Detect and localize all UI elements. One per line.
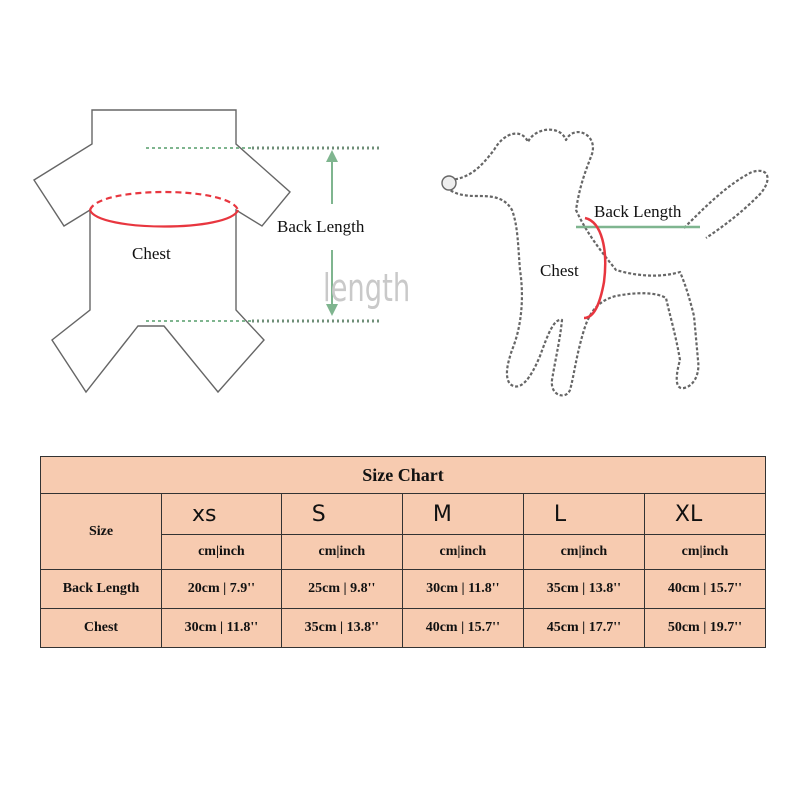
size-chart-table [40,456,766,648]
chest-value: 35cm | 13.8'' [281,609,402,648]
chest-row [41,609,766,648]
size-m: M [402,494,523,535]
back-length-value: 20cm | 7.9'' [162,570,282,609]
size-chart-title-row [41,457,766,494]
back-length-row [41,570,766,609]
chest-value: 30cm | 11.8'' [162,609,282,648]
chest-row-label: Chest [41,609,162,648]
unit-cell: cm|inch [162,535,282,570]
size-name-row [41,494,766,535]
unit-cell: cm|inch [523,535,644,570]
chest-value: 45cm | 17.7'' [523,609,644,648]
unit-cell: cm|inch [644,535,765,570]
garment-chest-label: Chest [132,244,171,263]
back-length-value: 35cm | 13.8'' [523,570,644,609]
dog-back-length-label: Back Length [594,202,682,221]
size-xl: XL [644,494,765,535]
back-length-value: 25cm | 9.8'' [281,570,402,609]
back-length-value: 40cm | 15.7'' [644,570,765,609]
size-xs: xs [162,494,282,535]
unit-cell: cm|inch [402,535,523,570]
chest-value: 40cm | 15.7'' [402,609,523,648]
length-watermark: length [323,266,411,310]
chest-value: 50cm | 19.7'' [644,609,765,648]
dog-chest-label: Chest [540,261,579,280]
back-length-row-label: Back Length [41,570,162,609]
unit-cell: cm|inch [281,535,402,570]
size-chart-title: Size Chart [41,457,766,494]
back-length-value: 30cm | 11.8'' [402,570,523,609]
dog-chest-loop [584,218,605,318]
garment-chest-measure [90,192,238,227]
size-row-header: Size [41,494,162,570]
size-l: L [523,494,644,535]
size-s: S [281,494,402,535]
garment-back-length-label: Back Length [277,217,365,236]
